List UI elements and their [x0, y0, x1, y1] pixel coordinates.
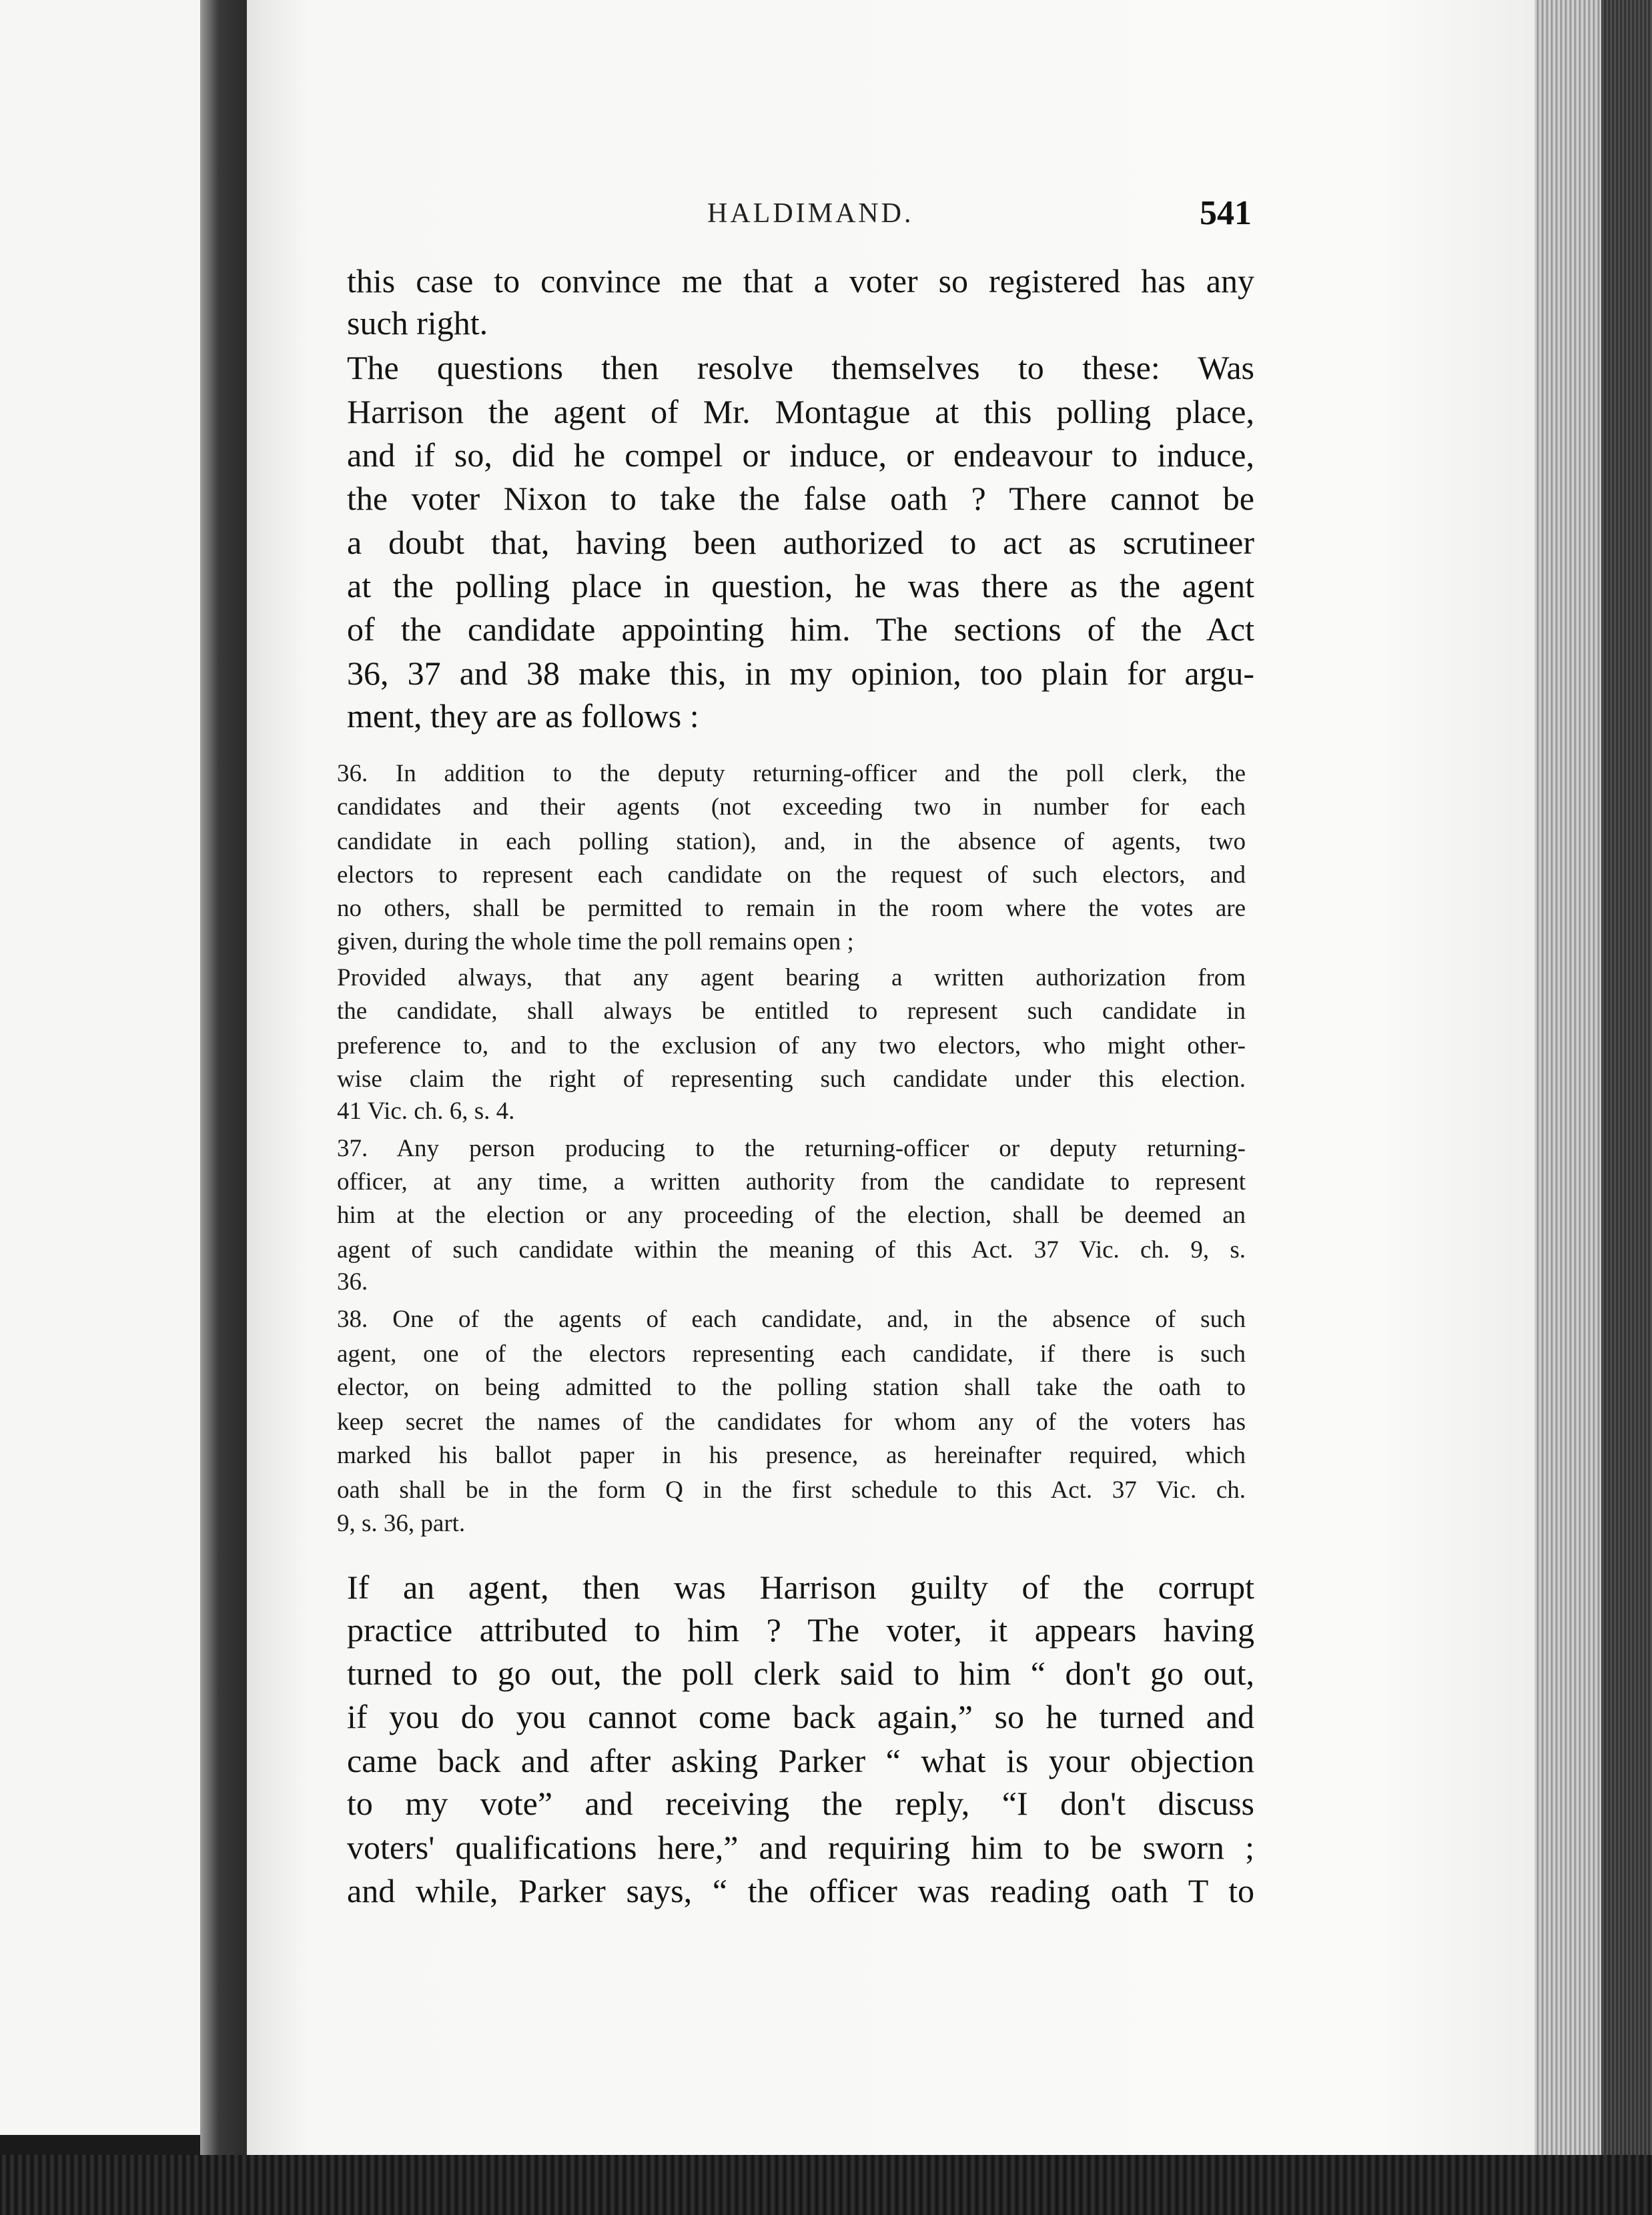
statute-line: agent, one of the electors representing each candidate, if there is such	[337, 1340, 1246, 1368]
page-number: 541	[1200, 194, 1252, 232]
left-facing-page	[0, 0, 200, 2135]
book-cover-edge	[1601, 0, 1652, 2215]
body-line: If an agent, then was Harrison guilty of the corrupt	[347, 1569, 1254, 1606]
statute-line: the candidate, shall always be entitled to represent such candidate in	[337, 997, 1246, 1025]
statute-line: electors to represent each candidate on the request of such electors, and	[337, 861, 1246, 889]
statute-line: no others, shall be permitted to remain in the room where the votes are	[337, 895, 1246, 922]
statute-line: candidates and their agents (not exceeding two in number for each	[337, 793, 1246, 821]
statute-line: marked his ballot paper in his presence, as hereinafter required, which	[337, 1442, 1246, 1469]
body-line: practice attributed to him ? The voter, it appears having	[347, 1611, 1254, 1649]
statute-line: elector, on being admitted to the polling station shall take the oath to	[337, 1374, 1246, 1401]
body-line: The questions then resolve themselves to these: Was	[347, 349, 1254, 386]
body-line: the voter Nixon to take the false oath ? There cannot be	[347, 480, 1254, 517]
statute-line: officer, at any time, a written authority from the candidate to represent	[337, 1168, 1246, 1196]
statute-line: candidate in each polling station), and, in the absence of agents, two	[337, 828, 1246, 855]
body-line: 36, 37 and 38 make this, in my opinion, too plain for argu-	[347, 654, 1254, 692]
body-line: voters' qualifications here,” and requiring him to be sworn ;	[347, 1829, 1254, 1866]
body-line: came back and after asking Parker “ what is your objection	[347, 1742, 1254, 1779]
body-line: if you do you cannot come back again,” so he turned and	[347, 1698, 1254, 1735]
statute-line: 37. Any person producing to the returning-officer or deputy returning-	[337, 1135, 1246, 1162]
body-line: this case to convince me that a voter so registered has any	[347, 262, 1254, 300]
statute-line: Provided always, that any agent bearing a written authorization from	[337, 964, 1246, 991]
statute-line: 36.	[337, 1268, 368, 1296]
body-line: such right.	[347, 304, 488, 342]
statute-line: given, during the whole time the poll remains open ;	[337, 928, 854, 955]
body-line: to my vote” and receiving the reply, “I don't discuss	[347, 1785, 1254, 1822]
statute-line: agent of such candidate within the meaning of this Act. 37 Vic. ch. 9, s.	[337, 1236, 1246, 1264]
statute-line: preference to, and to the exclusion of any two electors, who might other-	[337, 1032, 1246, 1059]
statute-line: oath shall be in the form Q in the first schedule to this Act. 37 Vic. ch.	[337, 1476, 1246, 1504]
body-line: turned to go out, the poll clerk said to him “ don't go out,	[347, 1655, 1254, 1692]
statute-line: him at the election or any proceeding of the election, shall be deemed an	[337, 1202, 1246, 1229]
body-line: a doubt that, having been authorized to act as scrutineer	[347, 524, 1254, 561]
body-line: and while, Parker says, “ the officer was reading oath T to	[347, 1872, 1254, 1909]
statute-line: 38. One of the agents of each candidate, and, in the absence of such	[337, 1306, 1246, 1333]
statute-line: 9, s. 36, part.	[337, 1510, 466, 1537]
body-line: and if so, did he compel or induce, or endeavour to induce,	[347, 436, 1254, 474]
body-line: of the candidate appointing him. The sections of the Act	[347, 610, 1254, 648]
statute-line: wise claim the right of representing such candidate under this election.	[337, 1065, 1246, 1093]
scanner-bottom-edge	[0, 2155, 1652, 2215]
statute-line: 41 Vic. ch. 6, s. 4.	[337, 1097, 515, 1125]
body-line: at the polling place in question, he was there as the agent	[347, 567, 1254, 604]
statute-line: 36. In addition to the deputy returning-officer and the poll clerk, the	[337, 760, 1246, 787]
running-head: HALDIMAND.	[707, 198, 914, 229]
body-line: ment, they are as follows :	[347, 697, 699, 735]
body-line: Harrison the agent of Mr. Montague at this polling place,	[347, 393, 1254, 430]
statute-line: keep secret the names of the candidates for whom any of the voters has	[337, 1408, 1246, 1436]
